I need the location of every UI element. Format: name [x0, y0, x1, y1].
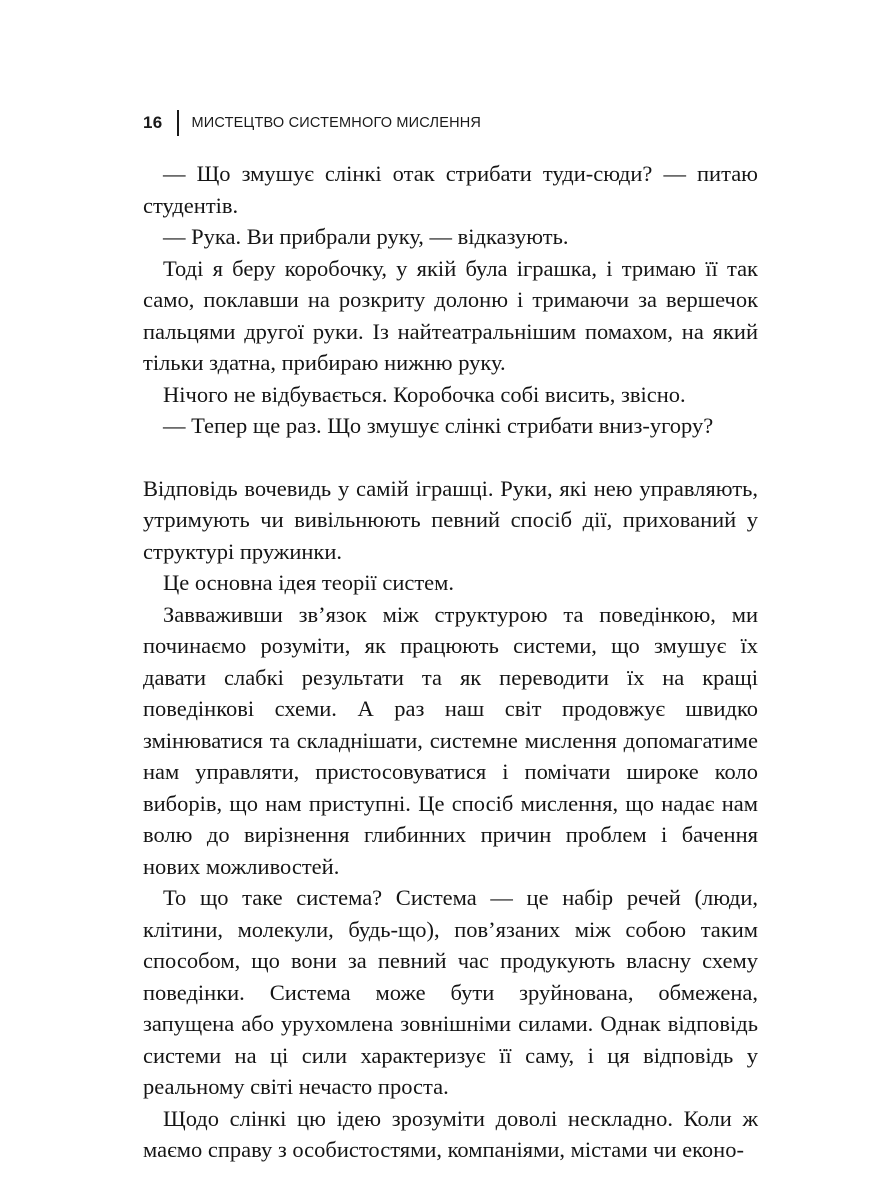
body-text [143, 158, 758, 1166]
paragraph: Тоді я беру коробочку, у якій була іграшка, і тримаю її так само, поклавши на розкриту долоню і тримаючи за вершечок пальцями другої руки. Із найтеатральнішим помахом, на який тільки здатна, прибираю нижню руку. [143, 255, 758, 375]
running-head [143, 108, 481, 138]
paragraph: Щодо слінкі цю ідею зрозуміти доволі нескладно. Коли ж маємо справу з особистостями, компаніями, містами чи еконо- [143, 1105, 758, 1162]
paragraph: Нічого не відбувається. Коробочка собі висить, звісно. [163, 381, 686, 407]
paragraph: — Що змушує слінкі отак стрибати туди-сюди? — питаю студентів. [143, 161, 758, 218]
paragraph: То що таке система? Система — це набір речей (люди, клітини, молекули, будь-що), пов’язаних між собою таким способом, що вони за певний час продукують власну схему поведінки. Система може бути зруйнована, обмежена, запущена або урухомлена зовнішніми силами. Однак відповідь системи на ці сили характеризує її саму, і ця відповідь у реальному світі нечасто проста. [143, 885, 758, 1099]
paragraph: Завваживши зв’язок між структурою та поведінкою, ми починаємо розуміти, як працюють системи, що змушує їх давати слабкі результати та як переводити їх на кращі поведінкові схеми. А раз наш світ продовжує швидко змінюватися та складнішати, системне мислення допомагатиме нам управляти, пристосовуватися і помічати широке коло виборів, що нам приступні. Це спосіб мислення, що надає нам волю до вирізнення глибинних причин проблем і бачення нових можливостей. [143, 601, 758, 879]
page-number: 16 [143, 113, 163, 132]
paragraph: — Рука. Ви прибрали руку, — відказують. [163, 224, 569, 249]
header-divider [177, 110, 179, 136]
paragraph: Це основна ідея теорії систем. [163, 570, 455, 595]
paragraph: — Тепер ще раз. Що змушує слінкі стрибати вниз-угору? [163, 413, 714, 438]
book-title: МИСТЕЦТВО СИСТЕМНОГО МИСЛЕННЯ [191, 115, 482, 131]
paragraph: Відповідь вочевидь у самій іграшці. Руки, які нею управляють, утримують чи вивільнюють певний спосіб дії, прихований у структурі пружинки. [143, 475, 758, 564]
